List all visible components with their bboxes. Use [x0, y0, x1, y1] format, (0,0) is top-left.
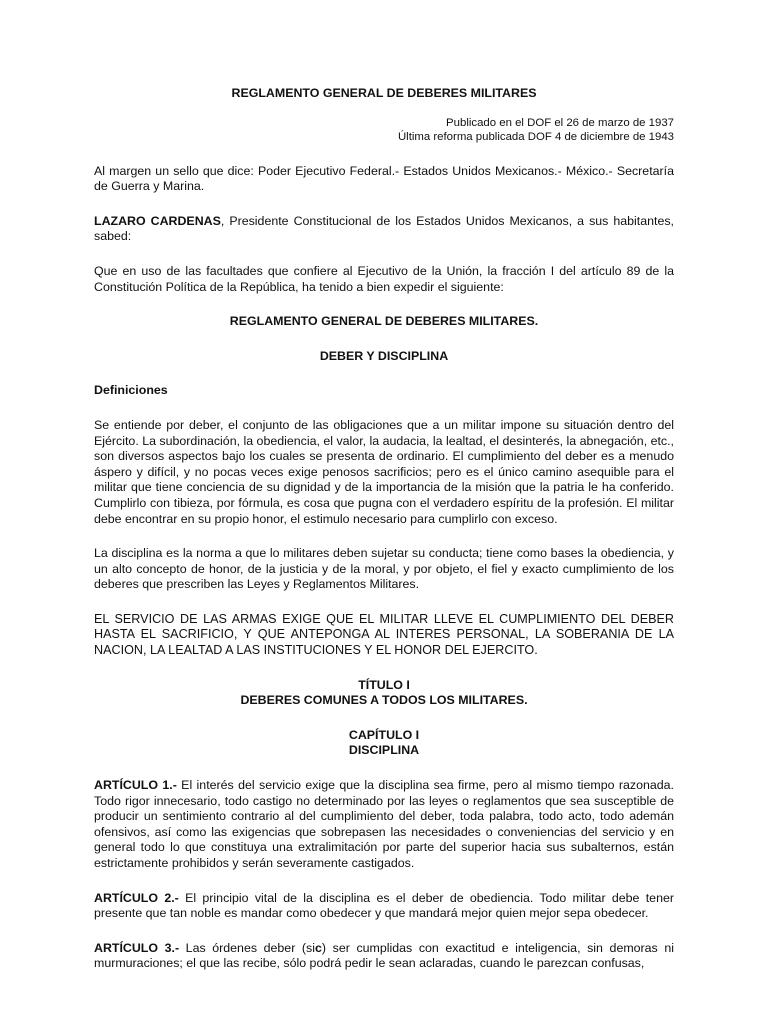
article-label: ARTÍCULO 2.- — [94, 890, 179, 905]
article-1 — [94, 778, 674, 872]
titulo-heading — [94, 678, 674, 709]
publication-date: Publicado en el DOF el 26 de marzo de 1937 — [446, 116, 674, 129]
publication-info — [94, 116, 674, 145]
article-3 — [94, 941, 674, 972]
article-label: ARTÍCULO 3.- — [94, 940, 180, 955]
article-label: ARTÍCULO 1.- — [94, 778, 177, 793]
article-text: El interés del servicio exige que la disciplina sea firme, pero al mismo tiempo razonada. Todo rigor innecesario, todo castigo no determinado por las leyes o reglamentos que sea susceptible de producir un sentimiento contrario al del cumplimiento del deber, toda palabra, todo acto, todo ademán ofensivos, así como las exigencias que sobrepasen las necesidades o conveniencias del servicio y en general todo lo que constituya una extralimitación por parte del superior hacia sus subalternos, están estrictamente prohibidos y serán severamente castigados. — [94, 778, 674, 870]
deber-disciplina-heading: DEBER Y DISCIPLINA — [319, 348, 449, 363]
article-text-cont: ) ser cumplidas con exactitud e inteligencia, sin demoras ni murmuraciones; el que las recibe, sólo podrá pedir le sean aclaradas, cuando le parezcan confusas, — [94, 940, 674, 971]
capitulo-label: CAPÍTULO I — [348, 727, 420, 742]
reglamento-heading: REGLAMENTO GENERAL DE DEBERES MILITARES. — [229, 314, 539, 329]
faculties-paragraph: Que en uso de las facultades que confiere al Ejecutivo de la Unión, la fracción I del artículo 89 de la Constitución Política de la República, ha tenido a bien expedir el siguiente: — [94, 263, 674, 294]
last-reform-date: Última reforma publicada DOF 4 de diciembre de 1943 — [397, 131, 674, 144]
president-paragraph — [94, 214, 674, 245]
servicio-paragraph: EL SERVICIO DE LAS ARMAS EXIGE QUE EL MILITAR LLEVE EL CUMPLIMIENTO DEL DEBER HASTA EL SACRIFICIO, Y QUE ANTEPONGA AL INTERES PERSONAL, LA SOBERANIA DE LA NACION, LA LEALTAD A LAS INSTITUCIONES Y EL HONOR DEL EJERCITO. — [94, 611, 674, 658]
sic-mark: c — [315, 940, 322, 955]
president-name: LAZARO CARDENAS — [94, 213, 221, 228]
definiciones-heading: Definiciones — [94, 383, 168, 398]
disciplina-paragraph: La disciplina es la norma a que lo militares deben sujetar su conducta; tiene como bases la obediencia, y un alto concepto de honor, de la justicia y de la moral, y por objeto, el fiel y exacto cumplimiento de los deberes que prescriben las Leyes y Reglamentos Militares. — [94, 546, 674, 592]
president-text: , Presidente Constitucional de los Estados Unidos Mexicanos, a sus habitantes, sabed: — [94, 213, 674, 244]
deber-paragraph: Se entiende por deber, el conjunto de las obligaciones que a un militar impone su situación dentro del Ejército. La subordinación, la obediencia, el valor, la audacia, la lealtad, el desinterés, la abnegación, etc., son diversos aspectos bajo los cuales se presenta de ordinario. El cumplimiento del deber es a menudo áspero y difícil, y no pocas veces exige penosos sacrificios; pero es el único camino asequible para el militar que tiene conciencia de su dignidad y de la importancia de la misión que la patria le ha conferido. Cumplirlo con tibieza, por fórmula, es cosa que pugna con el verdadero espíritu de la profesión. El militar debe encontrar en su propio honor, el estimulo necesario para cumplirlo con exceso. — [94, 417, 674, 526]
article-2 — [94, 891, 674, 922]
titulo-name: DEBERES COMUNES A TODOS LOS MILITARES. — [240, 693, 528, 708]
article-text: El principio vital de la disciplina es el deber de obediencia. Todo militar debe tener presente que tan noble es mandar como obedecer y que mandará mejor quien mejor sepa obedecer. — [94, 890, 674, 921]
capitulo-heading — [94, 728, 674, 759]
document-title: REGLAMENTO GENERAL DE DEBERES MILITARES — [231, 86, 537, 100]
titulo-label: TÍTULO I — [358, 677, 410, 692]
capitulo-name: DISCIPLINA — [348, 743, 420, 758]
article-text: Las órdenes deber (si — [179, 940, 315, 955]
margin-seal-paragraph: Al margen un sello que dice: Poder Ejecutivo Federal.- Estados Unidos Mexicanos.- México.- Secretaría de Guerra y Marina. — [94, 163, 674, 194]
